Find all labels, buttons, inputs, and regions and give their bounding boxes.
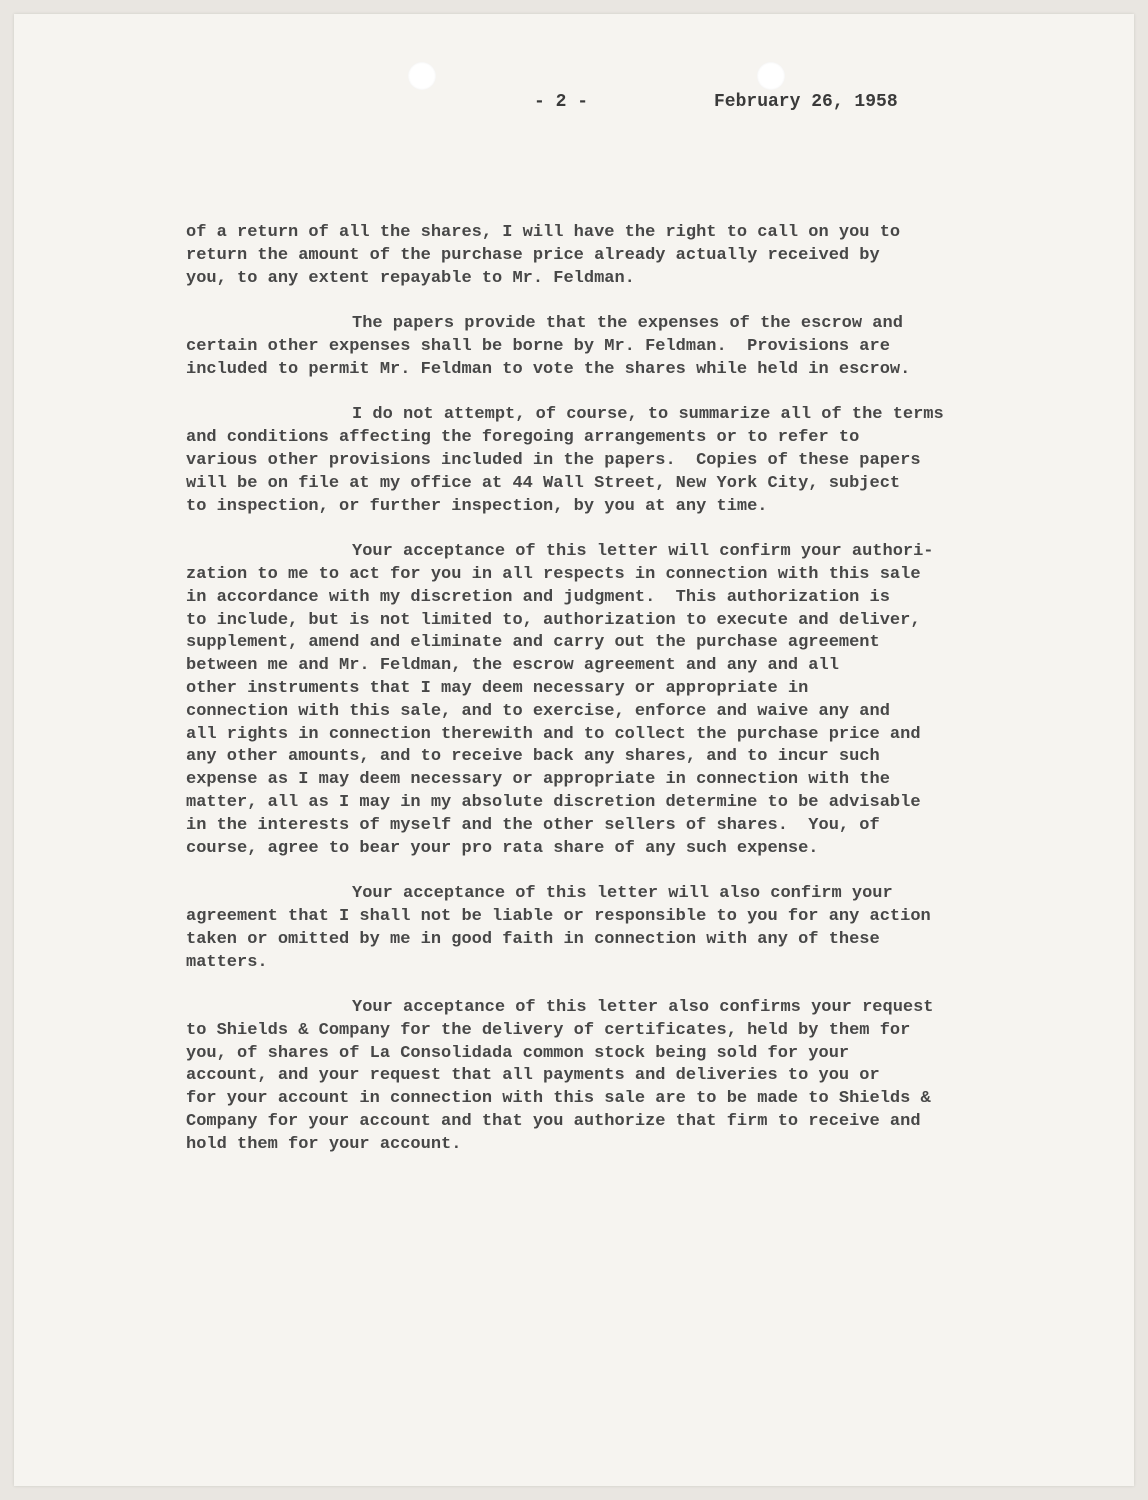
text-line: Your acceptance of this letter will confirm your authori- [352,542,934,562]
letter-date: February 26, 1958 [714,92,898,112]
punch-hole-right [757,62,785,90]
text-line: I do not attempt, of course, to summarize all of the terms [352,405,944,425]
text-line: certain other expenses shall be borne by Mr. Feldman. Provisions are [186,336,890,356]
paragraph-4 [186,541,1026,860]
text-line: to inspection, or further inspection, by you at any time. [186,496,768,516]
text-line: all rights in connection therewith and to collect the purchase price and [186,724,921,744]
text-line: agreement that I shall not be liable or responsible to you for any action [186,906,931,926]
text-line: of a return of all the shares, I will have the right to call on you to [186,223,901,242]
text-line: will be on file at my office at 44 Wall Street, New York City, subject [186,473,901,493]
paragraph-1 [186,222,1026,290]
paragraph-6 [186,997,1026,1157]
paragraph-3 [186,404,1026,518]
text-line: included to permit Mr. Feldman to vote the shares while held in escrow. [186,359,911,379]
text-line: you, of shares of La Consolidada common stock being sold for your [186,1043,850,1063]
letter-body [186,222,1026,1179]
text-line: to Shields & Company for the delivery of certificates, held by them for [186,1020,911,1040]
text-line: return the amount of the purchase price already actually received by [186,245,880,265]
punch-hole-left [408,62,436,90]
text-line: any other amounts, and to receive back any shares, and to incur such [186,747,880,767]
text-line: to include, but is not limited to, authorization to execute and deliver, [186,610,921,630]
text-line: matters. [186,952,268,972]
letter-page [14,14,1134,1486]
text-line: for your account in connection with this sale are to be made to Shields & [186,1089,931,1109]
text-line: other instruments that I may deem necessary or appropriate in [186,678,809,698]
text-line: expense as I may deem necessary or appropriate in connection with the [186,770,890,790]
text-line: supplement, amend and eliminate and carry out the purchase agreement [186,633,880,653]
text-line: and conditions affecting the foregoing arrangements or to refer to [186,428,860,448]
text-line: in the interests of myself and the other sellers of shares. You, of [186,815,880,835]
text-line: you, to any extent repayable to Mr. Feldman. [186,268,635,288]
page-header [14,92,1134,122]
text-line: hold them for your account. [186,1134,462,1154]
text-line: matter, all as I may in my absolute discretion determine to be advisable [186,792,921,812]
text-line: Your acceptance of this letter also confirms your request [352,998,934,1018]
text-line: between me and Mr. Feldman, the escrow agreement and any and all [186,656,839,676]
text-line: zation to me to act for you in all respects in connection with this sale [186,564,921,584]
text-line: various other provisions included in the papers. Copies of these papers [186,450,921,470]
text-line: account, and your request that all payments and deliveries to you or [186,1066,880,1086]
text-line: course, agree to bear your pro rata share of any such expense. [186,838,819,858]
text-line: connection with this sale, and to exercise, enforce and waive any and [186,701,890,721]
paragraph-2 [186,313,1026,381]
text-line: Company for your account and that you authorize that firm to receive and [186,1112,921,1132]
text-line: in accordance with my discretion and judgment. This authorization is [186,587,890,607]
text-line: taken or omitted by me in good faith in connection with any of these [186,929,880,949]
text-line: Your acceptance of this letter will also confirm your [352,884,893,904]
paragraph-5 [186,883,1026,974]
page-number: - 2 - [534,92,589,112]
text-line: The papers provide that the expenses of the escrow and [352,314,903,334]
